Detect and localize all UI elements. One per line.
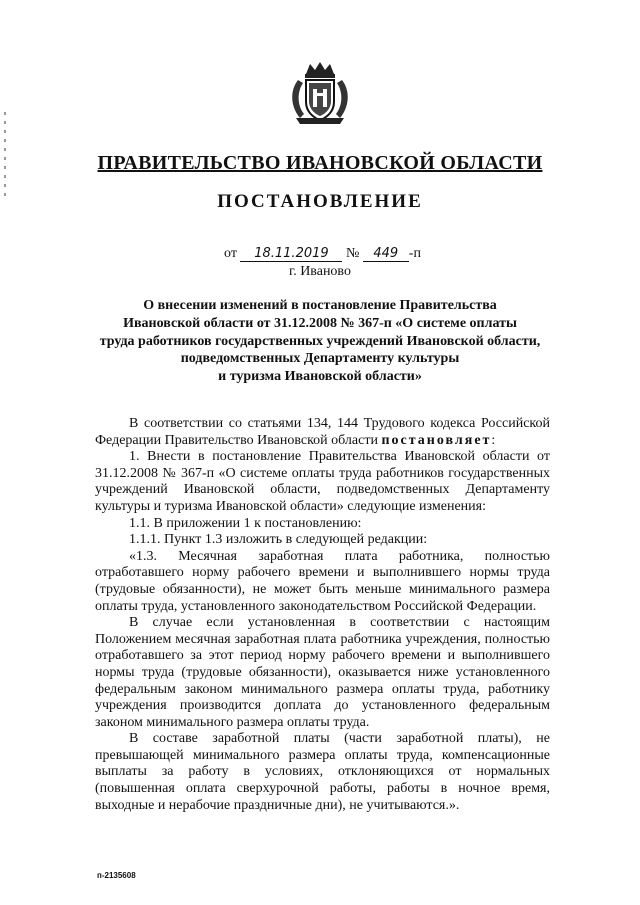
decree-word: постановляет [381, 432, 492, 448]
decree-colon: : [491, 432, 496, 448]
footer-code: п-2135608 [97, 871, 136, 880]
document-subject [95, 297, 545, 386]
subject-line: О внесении изменений в постановление Правительства [143, 298, 497, 313]
date-number-line [224, 246, 421, 262]
subject-line: Ивановской области от 31.12.2008 № 367-п «О системе оплаты [123, 315, 517, 331]
city: г. Иваново [289, 264, 351, 279]
paragraph-1-1-1: 1.1.1. Пункт 1.3 изложить в следующей редакции: [129, 532, 428, 548]
paragraph-1: 1. Внести в постановление Правительства Ивановской области от 31.12.2008 № 367-п «О системе оплаты труда работников государственных учреждений Ивановской области, подведомственных Департаменту культуры и туризма Ивановской области» следующие изменения: [95, 449, 550, 514]
clause-1-3-part-2: В случае если установленная в соответствии с настоящим Положением месячная заработная плата работника учреждения, полностью отработавшего за этот период норму рабочего времени и выполнившего нормы труда (трудовые обязанности), оказывается ниже установленного федеральным законом минимального размера оплаты труда, работнику учреждения производится доплата до установленного федеральным законом минимального размера оплаты труда. [95, 615, 550, 730]
ivanovo-coat-of-arms-icon [288, 60, 352, 126]
preamble-paragraph [95, 416, 550, 449]
subject-line: труда работников государственных учреждений Ивановской области, [99, 333, 541, 349]
document-type: ПОСТАНОВЛЕНИЕ [217, 191, 423, 212]
handwritten-number: 449 [363, 246, 409, 262]
subject-line: и туризма Ивановской области» [218, 369, 422, 385]
document-body [95, 416, 550, 814]
paragraph-1-1: 1.1. В приложении 1 к постановлению: [129, 515, 362, 531]
number-suffix: -п [408, 246, 421, 261]
clause-1-3-part-3: В составе заработной платы (части заработной платы), не превышающей минимального размера оплаты труда, компенсационные выплаты за работу в условиях, отклоняющихся от нормальных (повышенная оплата сверхурочной работы, работы в ночное время, выходные и нерабочие праздничные дни), не учитываются.». [95, 731, 550, 813]
subject-line: подведомственных Департаменту культуры [180, 351, 460, 367]
government-title: ПРАВИТЕЛЬСТВО ИВАНОВСКОЙ ОБЛАСТИ [97, 152, 543, 174]
handwritten-date: 18.11.2019 [240, 246, 342, 262]
number-prefix: № [345, 246, 360, 261]
clause-1-3: «1.3. Месячная заработная плата работника, полностью отработавшего норму рабочего времени и выполнившего нормы труда (трудовые обязанности), не может быть меньше минимального размера оплаты труда, установленного законодательством Российской Федерации. [95, 548, 550, 614]
preamble-text: В соответствии со статьями 134, 144 Трудового кодекса Российской Федерации Правительство Ивановской области [95, 416, 550, 448]
date-prefix: от [224, 246, 237, 261]
